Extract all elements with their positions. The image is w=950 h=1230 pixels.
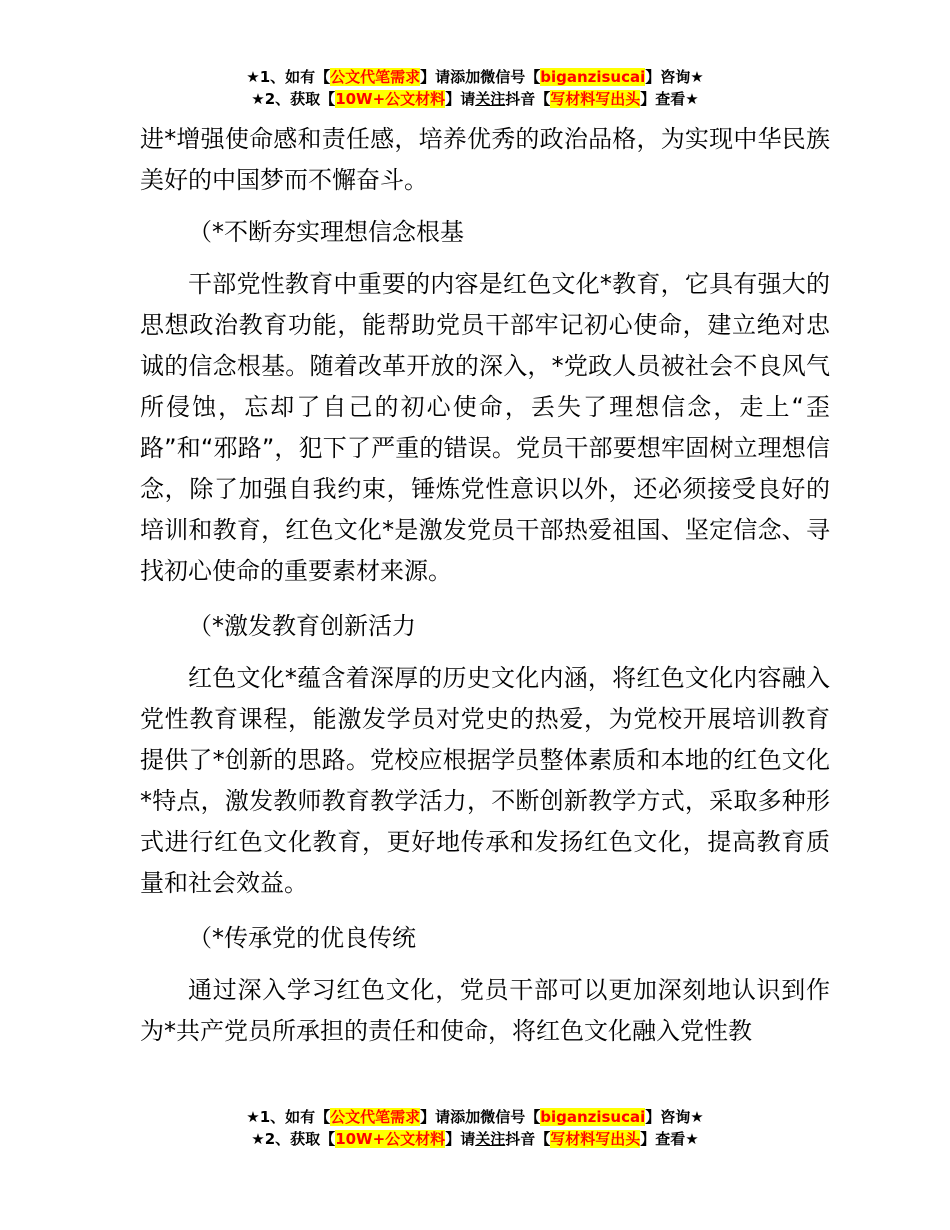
notice-line-1	[0, 66, 950, 88]
notice-text: 微信号【	[480, 68, 541, 86]
notice-text: 微信号【	[480, 1108, 541, 1126]
section-heading: （*传承党的优良传统	[188, 924, 416, 952]
notice-douyin-id: 写材料写出头	[550, 1130, 641, 1148]
paragraph: 进*增强使命感和责任感，培养优秀的政治品格，为实现中华民族美好的中国梦而不懈奋斗。	[140, 125, 830, 194]
paragraph: 干部党性教育中重要的内容是红色文化*教育，它具有强大的思想政治教育功能，能帮助党员干部牢记初心使命，建立绝对忠诚的信念根基。随着改革开放的深入，*党政人员被社会不良风气所侵蚀，忘却了自己的初心使命，丢失了理想信念，走上“歪路”和“邪路”，犯下了严重的错误。党员干部要想牢固树立理想信念，除了加强自我约束，锤炼党性意识以外，还必须接受良好的培训和教育，红色文化*是激发党员干部热爱祖国、坚定信念、寻找初心使命的重要素材来源。	[140, 270, 830, 585]
notice-text: 】请	[445, 90, 476, 108]
notice-underlined: 关注	[475, 1130, 506, 1148]
footer-notice	[0, 1106, 950, 1150]
notice-text: 】查看★	[640, 1130, 699, 1148]
notice-highlight: 公文代笔需求	[330, 68, 421, 86]
notice-highlight: 公文代笔需求	[330, 1108, 421, 1126]
notice-text: 加	[465, 1108, 481, 1126]
notice-text: 】咨询★	[645, 68, 704, 86]
notice-text: ★2、获取【	[251, 90, 336, 108]
notice-line-1	[0, 1106, 950, 1128]
header-notice	[0, 66, 950, 110]
notice-douyin-id: 写材料写出头	[550, 90, 641, 108]
paragraph: 红色文化*蕴含着深厚的历史文化内涵，将红色文化内容融入党性教育课程，能激发学员对党史的热爱，为党校开展培训教育提供了*创新的思路。党校应根据学员整体素质和本地的红色文化*特点，激发教师教育教学活力，不断创新教学方式，采取多种形式进行红色文化教育，更好地传承和发扬红色文化，提高教育质量和社会效益。	[140, 664, 830, 897]
notice-text: 抖音【	[505, 1130, 551, 1148]
notice-highlight: 10W+公文材料	[335, 90, 446, 108]
paragraph: 通过深入学习红色文化，党员干部可以更加深刻地认识到作为*共产党员所承担的责任和使命，将红色文化融入党性教	[140, 976, 830, 1045]
notice-text: 】请添	[420, 68, 466, 86]
notice-text: 加	[465, 68, 481, 86]
notice-line-2	[0, 1128, 950, 1150]
notice-text: 】请添	[420, 1108, 466, 1126]
notice-underlined: 关注	[475, 90, 506, 108]
notice-text: 】咨询★	[645, 1108, 704, 1126]
notice-line-2	[0, 88, 950, 110]
notice-wechat-id: biganzisucai	[540, 1108, 646, 1126]
notice-wechat-id: biganzisucai	[540, 68, 646, 86]
notice-text: 】查看★	[640, 90, 699, 108]
notice-highlight: 10W+公文材料	[335, 1130, 446, 1148]
notice-text: 抖音【	[505, 90, 551, 108]
notice-text: ★1、如有【	[246, 68, 331, 86]
notice-text: ★1、如有【	[246, 1108, 331, 1126]
document-body	[140, 119, 830, 1052]
notice-text: 】请	[445, 1130, 476, 1148]
notice-text: ★2、获取【	[251, 1130, 336, 1148]
section-heading: （*激发教育创新活力	[188, 612, 416, 640]
section-heading: （*不断夯实理想信念根基	[188, 218, 464, 246]
